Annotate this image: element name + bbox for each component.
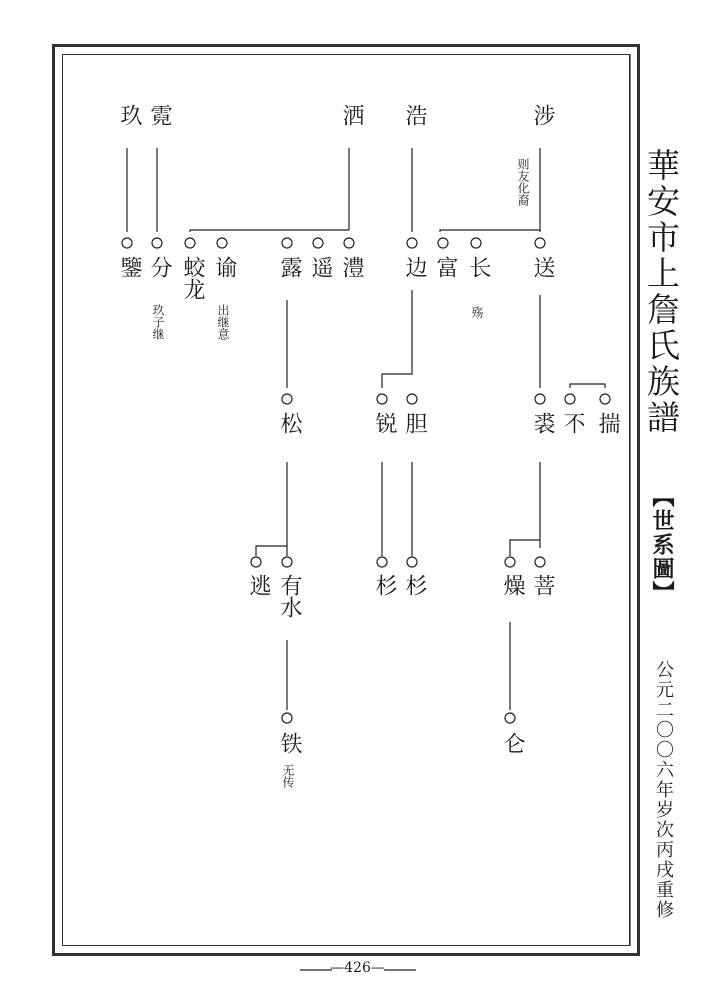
name-song: 送 [530, 256, 555, 278]
note-wuchuan: 无传 [281, 764, 295, 788]
name-chuai: 揣 [595, 412, 620, 434]
name-jiaolong: 蛟龙 [180, 256, 205, 300]
name-yu: 谕 [212, 256, 237, 278]
name-fu: 富 [433, 256, 458, 278]
name-fen: 分 [147, 256, 172, 278]
name-ni: 霓 [147, 104, 172, 126]
page-number: —426— [330, 960, 385, 976]
name-sa: 洒 [339, 104, 364, 126]
book-title: 華安市上詹氏族譜 [642, 148, 681, 436]
name-dan: 胆 [402, 412, 427, 434]
revision-date: 公元二〇〇六年岁次丙戌重修 [653, 660, 674, 920]
name-bian: 边 [402, 256, 427, 278]
section-label: 【世系圖】 [649, 485, 675, 605]
name-pu: 菩 [530, 574, 555, 596]
name-li: 澧 [339, 256, 364, 278]
name-youshui: 有水 [277, 574, 302, 618]
name-jiu: 玖 [117, 104, 142, 126]
name-tie: 铁 [277, 732, 302, 754]
note-chuji: 出继意 [216, 304, 230, 340]
name-zao: 燥 [500, 574, 525, 596]
name-cang: 仑 [500, 732, 525, 754]
note-shang: 殇 [470, 306, 484, 318]
name-tao: 逃 [246, 574, 271, 596]
note-zeyou: 则友化裔 [516, 158, 530, 206]
name-shan2: 杉 [402, 574, 427, 596]
name-yao: 遥 [308, 256, 333, 278]
name-shan1: 杉 [372, 574, 397, 596]
note-jiuzi: 玖子继 [151, 304, 165, 340]
name-hao: 浩 [402, 104, 427, 126]
name-song2: 松 [277, 412, 302, 434]
name-chang: 长 [466, 256, 491, 278]
name-qiu: 裘 [530, 412, 555, 434]
name-she: 涉 [530, 104, 555, 126]
name-jian: 鑒 [117, 256, 142, 278]
name-rui: 锐 [372, 412, 397, 434]
name-bu: 不 [560, 412, 585, 434]
name-lu: 露 [277, 256, 302, 278]
